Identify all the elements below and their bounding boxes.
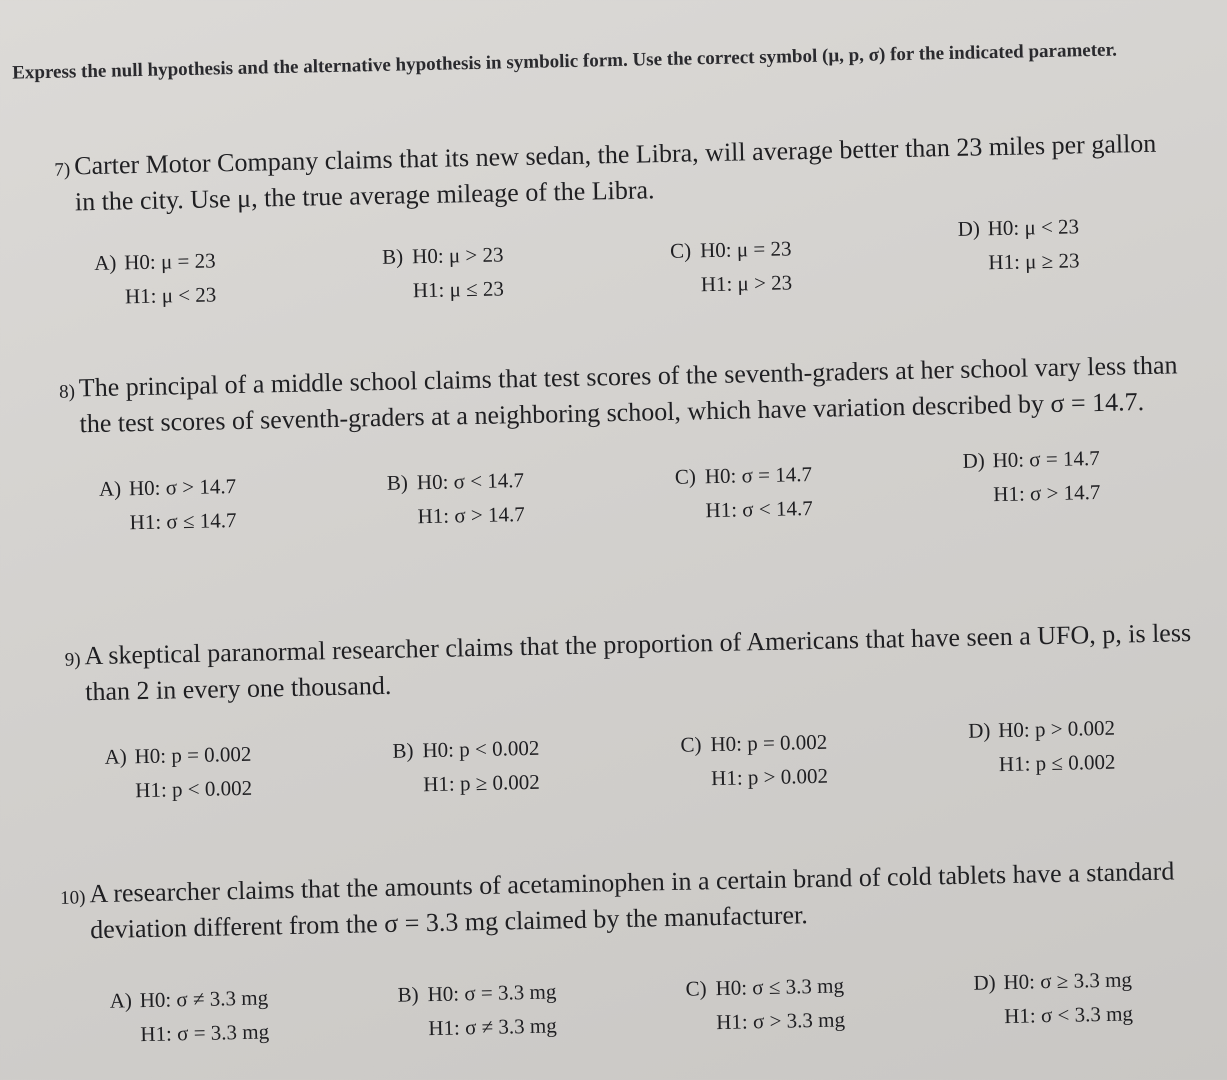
choice-d[interactable] [968,708,1227,782]
null-hypothesis: H0: p > 0.002 [997,715,1116,743]
choice-c[interactable] [674,454,945,528]
answer-choices [49,961,1200,1055]
choice-c[interactable] [680,722,951,796]
alternative-hypothesis: H1: σ > 14.7 [993,479,1101,507]
choice-letter: B) [392,738,414,763]
choice-letter: D) [962,448,985,473]
choice-letter: A) [104,744,127,769]
question-10 [47,853,1200,1055]
alternative-hypothesis: H1: μ > 23 [700,270,793,297]
answer-choices [39,445,1190,543]
null-hypothesis: H0: σ = 14.7 [992,445,1100,473]
null-hypothesis: H0: σ = 14.7 [704,461,813,489]
answer-choices [34,214,1185,317]
choice-b[interactable] [392,728,663,802]
choice-letter: B) [386,470,409,495]
choice-letter: B) [381,244,404,269]
choice-a[interactable] [94,240,365,314]
question-number: 8) [58,381,76,403]
choice-b[interactable] [397,972,668,1046]
question-stem: A researcher claims that the amounts of acetaminophen in a certain brand of cold tablets have a standard deviation different from the σ = 3.3 mg claimed by the manufacturer. [89,856,1175,945]
choice-letter: D) [973,970,996,995]
question-number: 9) [64,649,81,671]
choice-b[interactable] [387,460,658,534]
choice-letter: C) [685,976,707,1001]
question-9 [42,615,1195,811]
choice-c[interactable] [670,228,941,302]
question-8 [36,347,1189,543]
question-number: 10) [59,887,86,909]
alternative-hypothesis: H1: σ ≤ 14.7 [129,508,237,535]
alternative-hypothesis: H1: σ > 14.7 [417,502,525,529]
alternative-hypothesis: H1: μ ≥ 23 [988,248,1080,275]
null-hypothesis: H0: p < 0.002 [422,735,540,763]
choice-d[interactable] [962,438,1227,512]
choice-letter: B) [397,982,419,1007]
choice-d[interactable] [957,206,1227,280]
null-hypothesis: H0: μ = 23 [699,236,792,263]
question-stem: The principal of a middle school claims that test scores of the seventh-graders at her school vary less than the test scores of seventh-graders at a neighboring school, which have variation described by σ = 14.7. [78,350,1178,439]
null-hypothesis: H0: μ > 23 [411,242,504,269]
choice-a[interactable] [109,978,380,1052]
alternative-hypothesis: H1: p > 0.002 [710,763,829,791]
choice-letter: C) [674,464,697,489]
null-hypothesis: H0: σ ≥ 3.3 mg [1003,967,1133,995]
choice-a[interactable] [104,734,375,808]
alternative-hypothesis: H1: σ > 3.3 mg [716,1007,846,1035]
alternative-hypothesis: H1: p ≥ 0.002 [422,769,540,797]
null-hypothesis: H0: σ > 14.7 [128,474,237,501]
alternative-hypothesis: H1: σ < 3.3 mg [1003,1001,1134,1029]
alternative-hypothesis: H1: μ ≤ 23 [412,276,505,303]
choice-letter: C) [680,732,702,757]
alternative-hypothesis: H1: σ = 3.3 mg [140,1019,270,1047]
null-hypothesis: H0: σ ≤ 3.3 mg [715,973,845,1001]
choice-a[interactable] [99,466,370,540]
alternative-hypothesis: H1: σ ≠ 3.3 mg [428,1013,557,1041]
question-7 [32,125,1185,317]
choice-letter: D) [967,718,991,743]
alternative-hypothesis: H1: σ < 14.7 [705,495,813,523]
null-hypothesis: H0: σ < 14.7 [416,468,525,495]
alternative-hypothesis: H1: p ≤ 0.002 [998,749,1116,777]
null-hypothesis: H0: μ < 23 [987,214,1080,241]
question-stem: Carter Motor Company claims that its new sedan, the Libra, will average better than 23 miles per gallon in the city. Use μ, the true average mileage of the Libra. [73,128,1157,217]
null-hypothesis: H0: p = 0.002 [134,741,252,769]
choice-b[interactable] [382,234,653,308]
alternative-hypothesis: H1: p < 0.002 [135,775,253,803]
choice-c[interactable] [685,966,956,1040]
null-hypothesis: H0: σ ≠ 3.3 mg [139,985,269,1013]
null-hypothesis: H0: μ = 23 [123,248,216,275]
choice-letter: A) [109,988,133,1013]
choice-letter: A) [93,250,117,275]
choice-letter: A) [98,476,122,501]
null-hypothesis: H0: p = 0.002 [710,729,828,757]
question-stem: A skeptical paranormal researcher claims that the proportion of Americans that have seen a UFO, p, is less than 2 in every one thousand. [84,618,1192,707]
choice-d[interactable] [973,960,1227,1034]
question-number: 7) [54,159,71,181]
choice-letter: C) [669,238,692,263]
answer-choices [44,717,1195,811]
alternative-hypothesis: H1: μ < 23 [124,282,217,309]
choice-letter: D) [957,216,981,241]
null-hypothesis: H0: σ = 3.3 mg [427,979,557,1007]
instructions-text: Express the null hypothesis and the alternative hypothesis in symbolic form. Use the correct symbol (μ, p, σ) for the indicated parameter. [12,39,1118,84]
